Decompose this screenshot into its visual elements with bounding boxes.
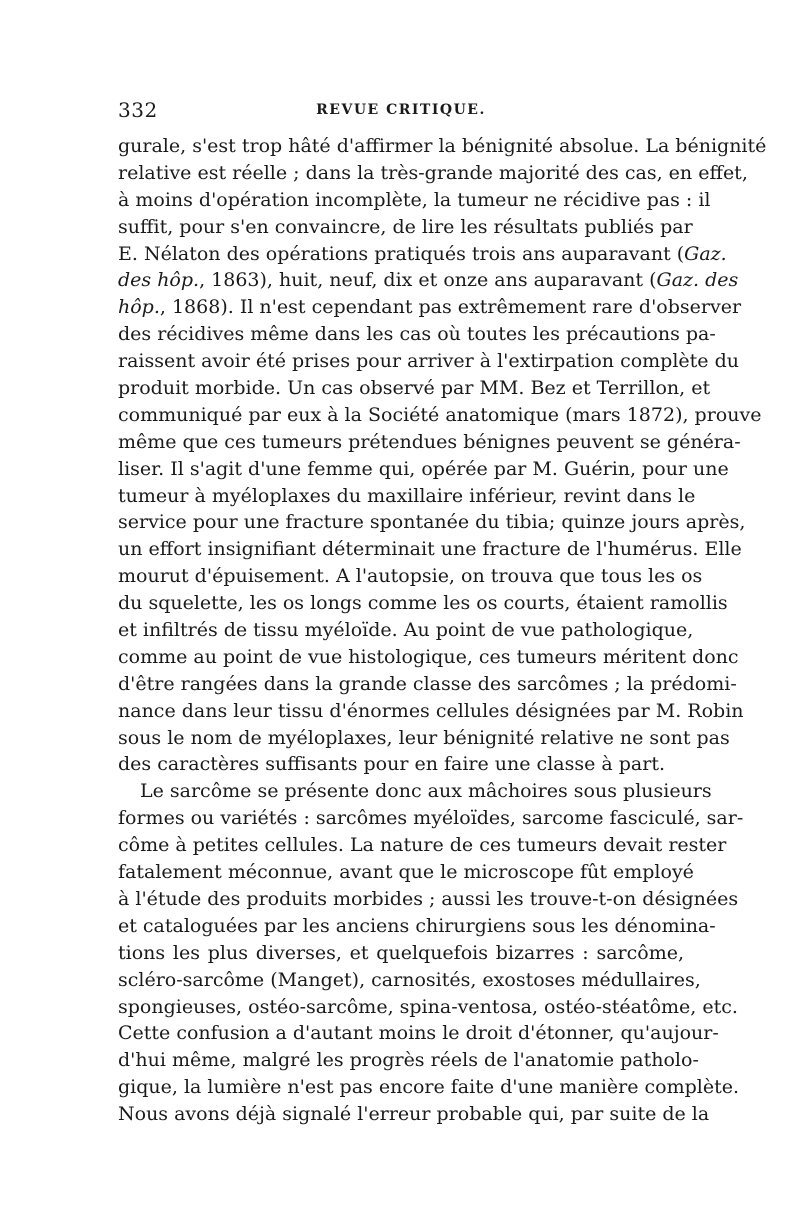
text-line: gurale, s'est trop hâté d'affirmer la bénignité absolue. La bénignité (118, 135, 767, 157)
text-line: un effort insignifiant déterminait une fracture de l'humérus. Elle (118, 538, 742, 561)
text-line: et cataloguées par les anciens chirurgiens sous les dénomina- (118, 914, 716, 937)
text-line: service pour une fracture spontanée du tibia; quinze jours après, (118, 511, 746, 534)
text-line: tumeur à myéloplaxes du maxillaire inférieur, revint dans le (118, 484, 696, 507)
text-line: tions les plus diverses, et quelquefois bizarres : sarcôme, (118, 941, 684, 964)
text-line: fatalement méconnue, avant que le microscope fût employé (118, 861, 694, 884)
text-line: Le sarcôme se présente donc aux mâchoires sous plusieurs (140, 780, 712, 803)
text-line: scléro-sarcôme (Manget), carnosités, exostoses médullaires, (118, 968, 701, 991)
text-line: nance dans leur tissu d'énormes cellules désignées par M. Robin (118, 699, 744, 722)
paragraph-1 (118, 133, 767, 778)
text-line: et infiltrés de tissu myéloïde. Au point de vue pathologique, (118, 619, 694, 642)
text-line: à l'étude des produits morbides ; aussi les trouve-t-on désignées (118, 887, 739, 910)
page-number: 332 (118, 98, 158, 122)
body-text (118, 133, 767, 1128)
text-line: hôp., 1868). Il n'est cependant pas extrêmement rare d'observer (118, 296, 742, 319)
running-title: REVUE CRITIQUE. (316, 102, 486, 118)
text-line: produit morbide. Un cas observé par MM. Bez et Terrillon, et (118, 377, 711, 400)
text-line: des caractères suffisants pour en faire une classe à part. (118, 753, 666, 776)
text-line: raissent avoir été prises pour arriver à l'extirpation complète du (118, 350, 739, 373)
text-line: communiqué par eux à la Société anatomique (mars 1872), prouve (118, 403, 762, 426)
text-line: d'être rangées dans la grande classe des sarcômes ; la prédomi- (118, 672, 737, 695)
text-line: côme à petites cellules. La nature de ces tumeurs devait rester (118, 834, 727, 857)
text-line: sous le nom de myéloplaxes, leur bénignité relative ne sont pas (118, 726, 730, 749)
text-line: spongieuses, ostéo-sarcôme, spina-ventosa, ostéo-stéatôme, etc. (118, 995, 738, 1018)
paragraph-2 (118, 778, 744, 1128)
text-line: liser. Il s'agit d'une femme qui, opérée par M. Guérin, pour une (118, 457, 729, 480)
text-line: suffit, pour s'en convaincre, de lire les résultats publiés par (118, 215, 693, 238)
text-line: Nous avons déjà signalé l'erreur probable qui, par suite de la (118, 1103, 710, 1126)
text-line: E. Nélaton des opérations pratiqués trois ans auparavant (Gaz. (118, 242, 727, 265)
text-line: des récidives même dans les cas où toutes les précautions pa- (118, 323, 716, 346)
text-line: comme au point de vue histologique, ces tumeurs méritent donc (118, 645, 739, 668)
text-line: du squelette, les os longs comme les os courts, étaient ramollis (118, 592, 728, 615)
page-header (118, 98, 684, 128)
text-line: des hôp., 1863), huit, neuf, dix et onze ans auparavant (Gaz. des (118, 269, 739, 292)
text-line: formes ou variétés : sarcômes myéloïdes, sarcome fasciculé, sar- (118, 807, 744, 830)
text-line: Cette confusion a d'autant moins le droit d'étonner, qu'aujour- (118, 1022, 719, 1045)
text-line: gique, la lumière n'est pas encore faite d'une manière complète. (118, 1076, 740, 1099)
text-line: même que ces tumeurs prétendues bénignes peuvent se généra- (118, 430, 741, 453)
text-line: relative est réelle ; dans la très-grande majorité des cas, en effet, (118, 161, 748, 184)
text-line: mourut d'épuisement. A l'autopsie, on trouva que tous les os (118, 565, 703, 588)
text-line: à moins d'opération incomplète, la tumeur ne récidive pas : il (118, 188, 711, 211)
text-line: d'hui même, malgré les progrès réels de l'anatomie patholo- (118, 1049, 699, 1072)
